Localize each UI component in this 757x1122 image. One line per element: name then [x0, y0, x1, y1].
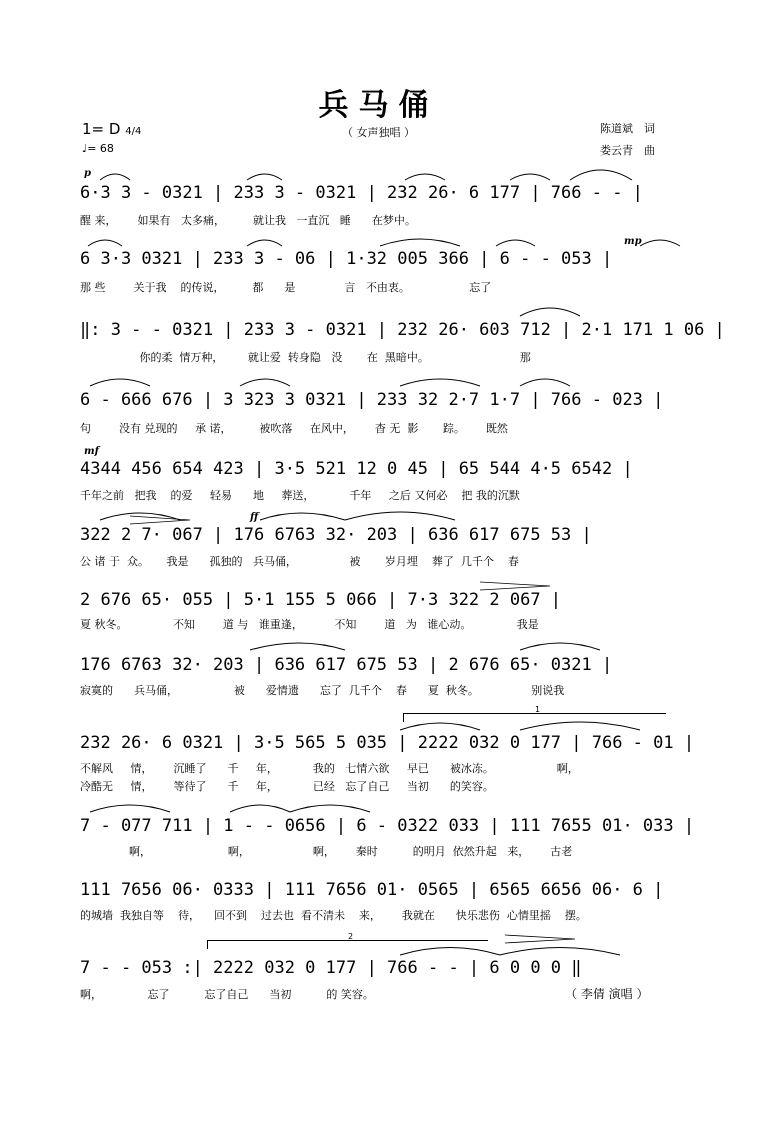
score-line-12: 7 - - 053 :| 2222 032 0 177 | 766 - - | 6 0 0 0 ‖: [80, 958, 582, 978]
score-line-4: 6 - 666 676 | 3 323 3 0321 | 233 32 2·7 1·7 | 766 - 023 |: [80, 390, 664, 410]
volta-2: [207, 932, 488, 949]
score-line-1: 6·3 3 - 0321 | 233 3 - 0321 | 232 26· 6 177 | 766 - - |: [80, 183, 643, 203]
tempo-marking: ♩= 68: [82, 142, 114, 155]
score-line-10: 7 - 077 711 | 1 - - 0656 | 6 - 0322 033 | 111 7655 01· 033 |: [80, 816, 695, 836]
lyrics-line-2: 那 些 关于我 的传说， 都 是 言 不由衷。 忘了: [80, 281, 492, 294]
dynamic-mf: mf: [84, 446, 99, 457]
lyrics-line-5: 千年之前 把我 的爱 轻易 地 葬送， 千年 之后 又何必 把 我的沉默: [80, 489, 520, 502]
dynamic-ff: ff: [250, 512, 259, 523]
lyrics-line-9b: 冷酷无 情， 等待了 千 年， 已经 忘了自己 当初 的笑容。: [80, 780, 494, 793]
volta-1: [403, 705, 666, 722]
lyrics-line-6: 公 诸 于 众。 我是 孤独的 兵马俑， 被 岁月埋 葬了 几千个 春: [80, 555, 519, 568]
time-signature: 4/4: [125, 126, 142, 137]
score-line-5: 4344 456 654 423 | 3·5 521 12 0 45 | 65 544 4·5 6542 |: [80, 459, 633, 479]
score-line-9: 232 26· 6 0321 | 3·5 565 5 035 | 2222 032 0 177 | 766 - 01 |: [80, 733, 695, 753]
song-title: 兵马俑: [318, 88, 439, 123]
dynamic-p: p: [84, 168, 91, 179]
lyrics-line-3: 你的柔 情万种， 就让爱 转身隐 没 在 黑暗中。 那: [80, 351, 531, 364]
lyrics-line-11: 的城墙 我独自等 待， 回不到 过去也 看不清未 来， 我就在 快乐悲伤 心情里摇 摆。: [80, 909, 587, 922]
lyrics-line-12: 啊， 忘了 忘了自己 当初 的 笑容。: [80, 988, 374, 1001]
lyrics-line-1: 醒 来， 如果有 太多痛， 就让我 一直沉 睡 在梦中。: [80, 214, 416, 227]
composer-credit: 娄云青 曲: [600, 144, 655, 157]
song-subtitle: （ 女声独唱 ）: [342, 126, 415, 139]
score-line-11: 111 7656 06· 0333 | 111 7656 01· 0565 | 6565 6656 06· 6 |: [80, 880, 664, 900]
lyricist-credit: 陈道斌 词: [600, 122, 655, 135]
lyrics-line-10: 啊， 啊， 啊， 秦时 的明月 依然升起 来， 古老: [80, 845, 573, 858]
dynamic-mp: mp: [624, 236, 642, 247]
key-label: 1= D: [82, 120, 121, 138]
score-line-8: 176 6763 32· 203 | 636 617 675 53 | 2 676 65· 0321 |: [80, 655, 613, 675]
singer-credit: （ 李倩 演唱 ）: [565, 987, 649, 1001]
score-line-3: ‖: 3 - - 0321 | 233 3 - 0321 | 232 26· 603 712 | 2·1 171 1 06 |: [80, 320, 725, 340]
score-line-6: 322 2 7· 067 | 176 6763 32· 203 | 636 617 675 53 |: [80, 525, 592, 545]
lyrics-line-8: 寂寞的 兵马俑， 被 爱情遗 忘了 几千个 春 夏 秋冬。 别说我: [80, 684, 565, 697]
score-line-7: 2 676 65· 055 | 5·1 155 5 066 | 7·3 322 2 067 |: [80, 590, 562, 610]
volta-1-label: 1: [535, 705, 541, 714]
score-line-2: 6 3·3 0321 | 233 3 - 06 | 1·32 005 366 | 6 - - 053 |: [80, 249, 613, 269]
lyrics-line-7: 夏 秋冬。 不知 道 与 谁重逢， 不知 道 为 谁心动。 我是: [80, 618, 539, 631]
lyrics-line-4: 句 没有 兑现的 承 诺， 被吹落 在风中， 杳 无 影 踪。 既然: [80, 422, 508, 435]
volta-2-label: 2: [348, 932, 354, 941]
credits: [600, 118, 655, 162]
lyrics-line-9a: 不解风 情， 沉睡了 千 年， 我的 七情六欲 早已 被冰冻。 啊，: [80, 762, 579, 775]
